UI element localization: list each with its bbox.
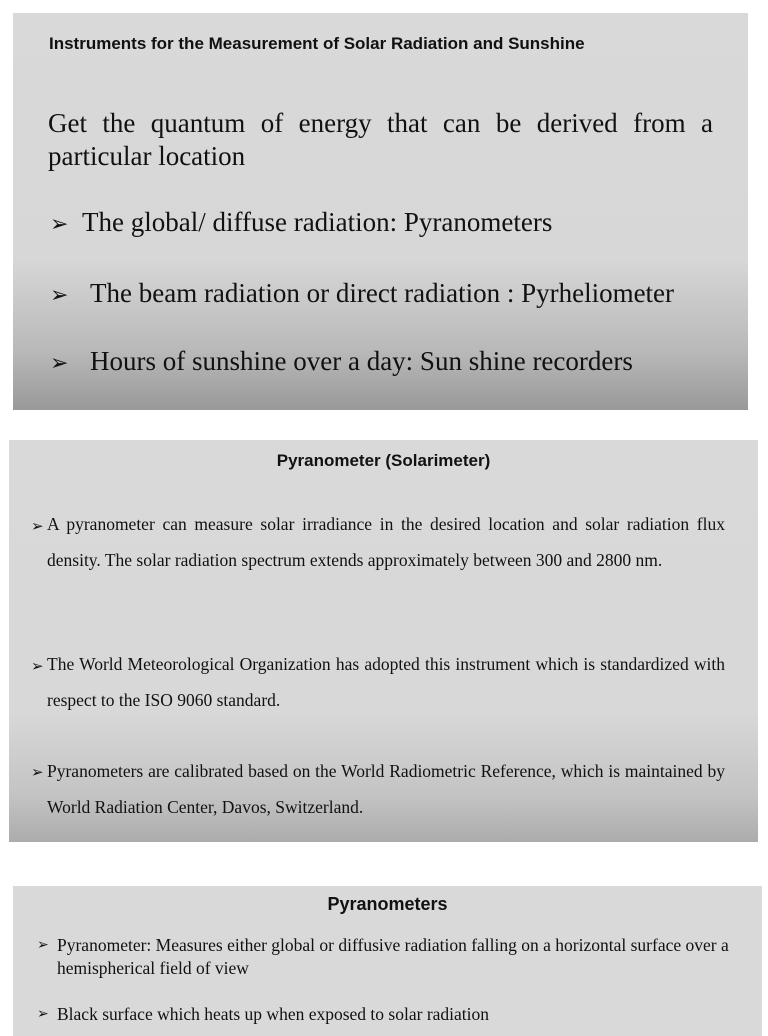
- bullet-paragraph: The World Meteorological Organization has adopted this instrument which is standardized with respect to the ISO 9060 standard.: [47, 654, 725, 710]
- bullet-item: Black surface which heats up when exposed to solar radiation: [57, 1004, 490, 1024]
- bullet-item: The global/ diffuse radiation: Pyranometers: [82, 207, 553, 237]
- arrow-bullet-icon: ➢: [31, 657, 44, 675]
- bullet-item: Pyranometer: Measures either global or diffusive radiation falling on a horizontal surface over a hemispherical field of view: [57, 935, 729, 978]
- bullet-item: The beam radiation or direct radiation : Pyrheliometer: [90, 278, 675, 308]
- slide-title: Pyranometer (Solarimeter): [276, 451, 491, 470]
- bullet-paragraph: A pyranometer can measure solar irradiance in the desired location and solar radiation flux density. The solar radiation spectrum extends approximately between 300 and 2800 nm.: [47, 514, 725, 570]
- intro-text: Get the quantum of energy that can be derived from a particular location: [48, 108, 713, 171]
- slide-pyranometer-solarimeter: [9, 440, 758, 842]
- slide-pyranometers: [13, 886, 762, 1036]
- arrow-bullet-icon: ➢: [50, 212, 69, 237]
- arrow-bullet-icon: ➢: [31, 763, 44, 781]
- arrow-bullet-icon: ➢: [37, 1006, 49, 1022]
- arrow-bullet-icon: ➢: [50, 351, 69, 376]
- arrow-bullet-icon: ➢: [37, 937, 49, 953]
- arrow-bullet-icon: ➢: [50, 283, 69, 308]
- slide-title: Instruments for the Measurement of Solar Radiation and Sunshine: [49, 34, 585, 53]
- arrow-bullet-icon: ➢: [31, 517, 44, 535]
- slide-title: Pyranometers: [327, 894, 448, 914]
- bullet-paragraph: Pyranometers are calibrated based on the World Radiometric Reference, which is maintained by World Radiation Center, Davos, Switzerland.: [47, 761, 725, 817]
- bullet-item: Hours of sunshine over a day: Sun shine recorders: [90, 346, 633, 376]
- slide-instruments: [13, 13, 748, 410]
